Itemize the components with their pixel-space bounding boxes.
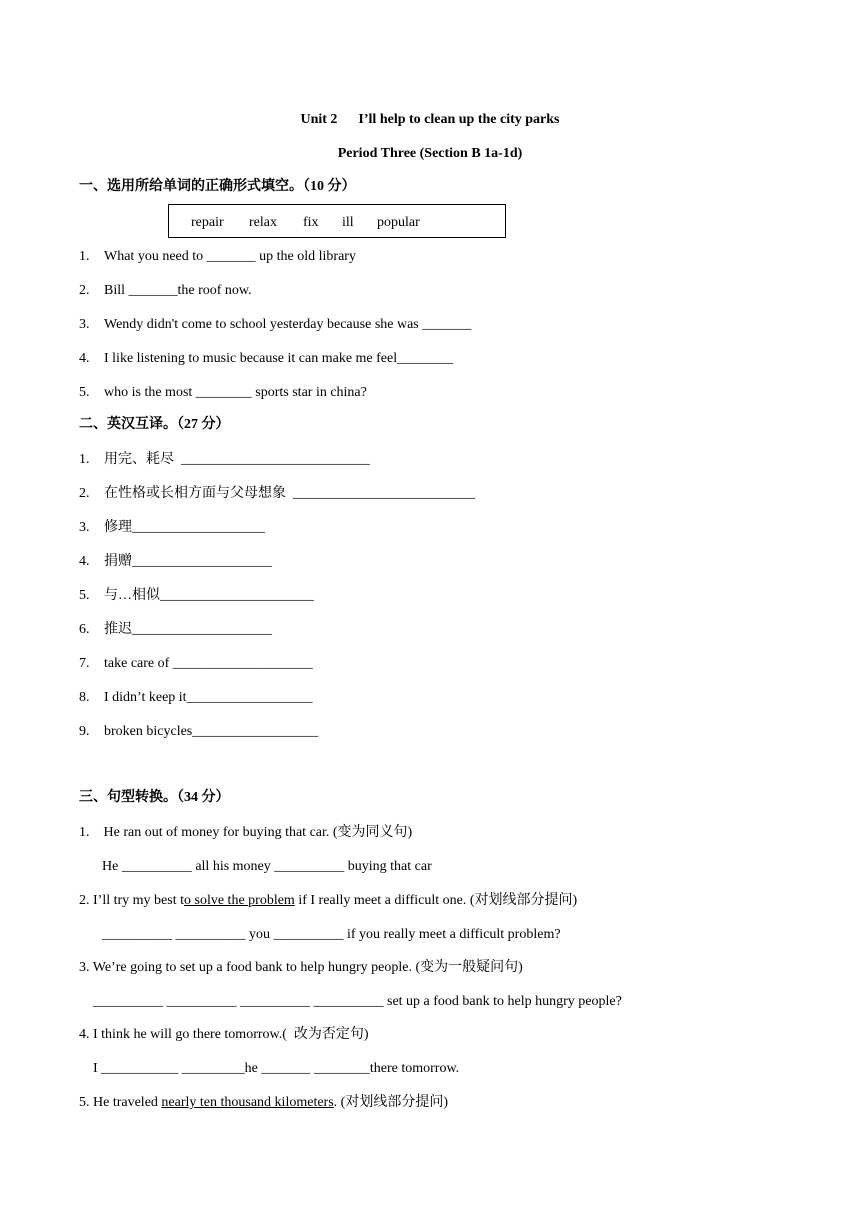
item-text: 用完、耗尽 ___________________________: [104, 452, 370, 467]
answer-line-3: __________ __________ __________ __________ set up a food bank to help hungry people?: [93, 994, 622, 1009]
item-text: 捐赠____________________: [104, 554, 272, 569]
question-2-instruction: if I really meet a difficult one. (对划线部分提问): [294, 893, 578, 908]
word-bank-word: relax: [249, 215, 277, 230]
word-bank-box: [168, 204, 506, 238]
word-bank-word: fix: [303, 215, 319, 230]
section2-heading: 二、英汉互译。（27 分）: [79, 417, 230, 432]
item-number: 2.: [79, 486, 90, 501]
section1-heading: 一、选用所给单词的正确形式填空。（10 分）: [79, 179, 356, 194]
item-text: 推迟____________________: [104, 622, 272, 637]
item-text: who is the most ________ sports star in china?: [104, 385, 367, 400]
item-number: 7.: [79, 656, 90, 671]
item-text: 修理___________________: [104, 520, 265, 535]
question-4: 4. I think he will go there tomorrow.( 改为否定句): [79, 1027, 369, 1042]
item-text: 与…相似______________________: [104, 588, 314, 603]
section3-heading: 三、句型转换。（34 分）: [79, 790, 230, 805]
answer-line-2: __________ __________ you __________ if you really meet a difficult problem?: [102, 927, 561, 942]
item-number: 5.: [79, 588, 90, 603]
question-2: [79, 892, 577, 910]
unit-title: Unit 2 I’ll help to clean up the city parks: [300, 112, 560, 127]
answer-line-4: I ___________ _________he _______ ________there tomorrow.: [93, 1061, 460, 1076]
word-bank-word: repair: [191, 215, 224, 230]
item-number: 4.: [79, 554, 90, 569]
question-2-text: 2. I’ll try my best t: [79, 893, 184, 908]
item-text: Bill _______the roof now.: [104, 283, 252, 298]
item-text: Wendy didn't come to school yesterday because she was _______: [104, 317, 472, 332]
item-text: I didn’t keep it__________________: [104, 690, 313, 705]
item-text: broken bicycles__________________: [104, 724, 319, 739]
item-text: 在性格或长相方面与父母想象 __________________________: [104, 486, 475, 501]
question-5: [79, 1094, 448, 1112]
item-number: 4.: [79, 351, 90, 366]
item-number: 6.: [79, 622, 90, 637]
underlined-phrase: nearly ten thousand kilometers: [161, 1095, 334, 1110]
period-subtitle: Period Three (Section B 1a-1d): [337, 146, 523, 161]
item-text: What you need to _______ up the old library: [104, 249, 356, 264]
question-5-instruction: . (对划线部分提问): [333, 1095, 448, 1110]
word-bank-word: popular: [377, 215, 420, 230]
underlined-phrase: o solve the problem: [184, 893, 295, 908]
item-text: I like listening to music because it can make me feel________: [104, 351, 454, 366]
item-number: 1.: [79, 452, 90, 467]
item-number: 8.: [79, 690, 90, 705]
question-1: 1. He ran out of money for buying that car. (变为同义句): [79, 825, 413, 840]
item-number: 2.: [79, 283, 90, 298]
item-number: 9.: [79, 724, 90, 739]
answer-line-1: He __________ all his money __________ buying that car: [102, 859, 432, 874]
word-bank-word: ill: [342, 215, 354, 230]
item-text: take care of ____________________: [104, 656, 313, 671]
item-number: 1.: [79, 249, 90, 264]
item-number: 3.: [79, 317, 90, 332]
item-number: 3.: [79, 520, 90, 535]
question-3: 3. We’re going to set up a food bank to help hungry people. (变为一般疑问句): [79, 960, 523, 975]
question-5-text: 5. He traveled: [79, 1095, 162, 1110]
item-number: 5.: [79, 385, 90, 400]
